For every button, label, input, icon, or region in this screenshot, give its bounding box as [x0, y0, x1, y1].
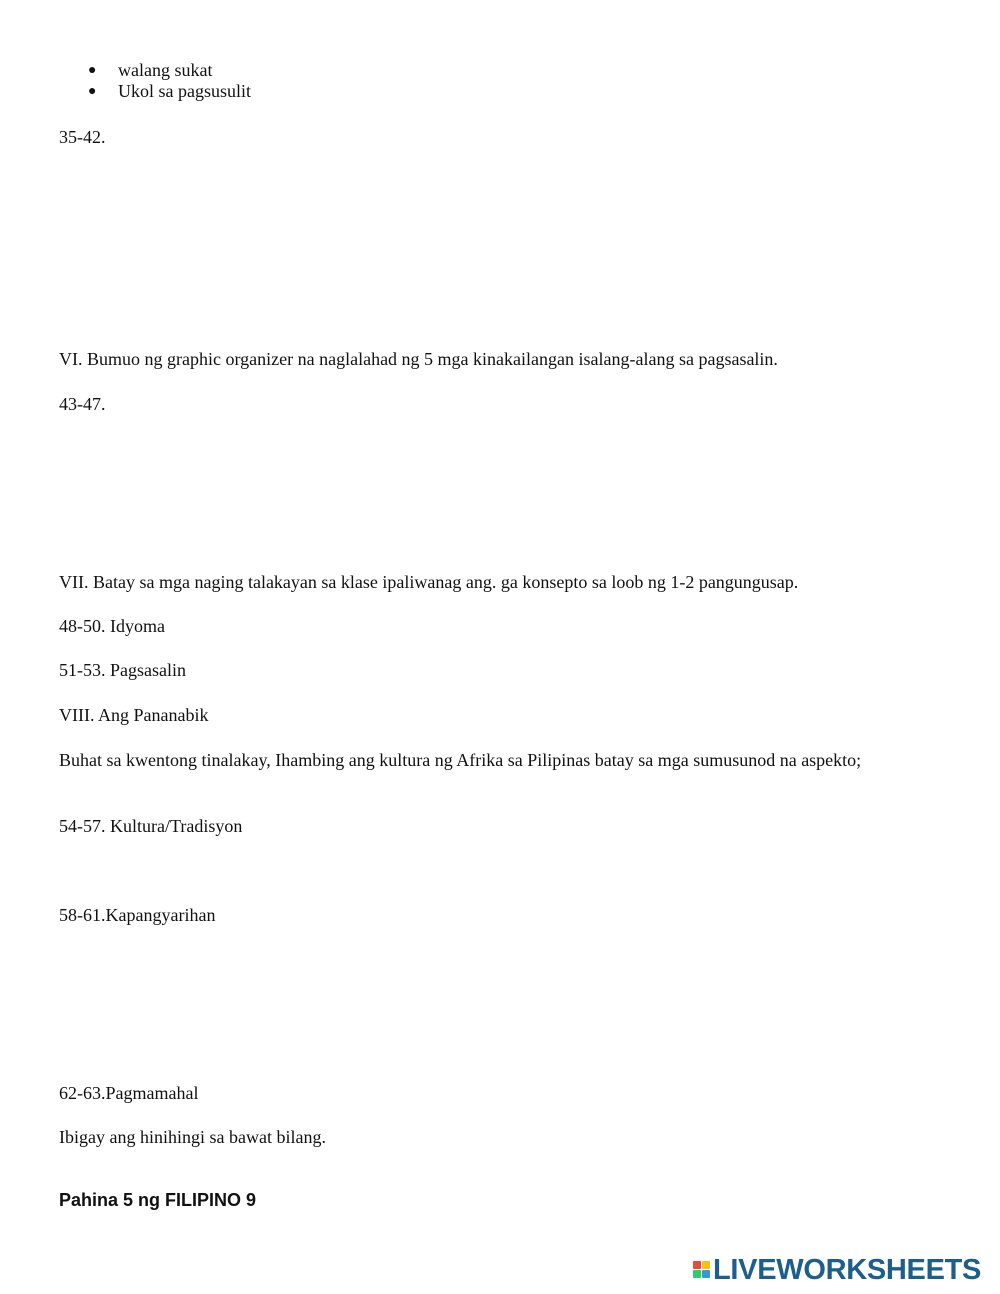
section-viii-heading: VIII. Ang Pananabik: [59, 705, 209, 725]
list-item: Ukol sa pagsusulit: [118, 81, 251, 101]
instruction-text: Ibigay ang hinihingi sa bawat bilang.: [59, 1127, 326, 1147]
page-footer: Pahina 5 ng FILIPINO 9: [59, 1190, 257, 1210]
section-vii-heading: VII. Batay sa mga naging talakayan sa klase ipaliwanag ang. ga konsepto sa loob ng 1-2 pangungusap.: [59, 572, 799, 592]
item-62-63: 62-63.Pagmamahal: [59, 1083, 199, 1103]
instruction-paragraph: Buhat sa kwentong tinalakay, Ihambing ang kultura ng Afrika sa Pilipinas batay sa mga sumusunod na aspekto;: [59, 750, 862, 770]
liveworksheets-logo: [693, 1253, 981, 1287]
item-35-42: 35-42.: [59, 127, 106, 147]
bullet-icon: ●: [88, 84, 97, 99]
logo-text: LIVEWORKSHEETS: [713, 1254, 982, 1286]
logo-icon: [693, 1257, 711, 1283]
list-item: walang sukat: [118, 60, 213, 80]
item-43-47: 43-47.: [59, 394, 106, 414]
bullet-icon: ●: [88, 63, 97, 78]
item-54-57: 54-57. Kultura/Tradisyon: [59, 816, 243, 836]
item-51-53: 51-53. Pagsasalin: [59, 660, 186, 680]
section-vi-heading: VI. Bumuo ng graphic organizer na naglalahad ng 5 mga kinakailangan isalang-alang sa pagsasalin.: [59, 349, 778, 369]
item-58-61: 58-61.Kapangyarihan: [59, 905, 216, 925]
item-48-50: 48-50. Idyoma: [59, 616, 165, 636]
